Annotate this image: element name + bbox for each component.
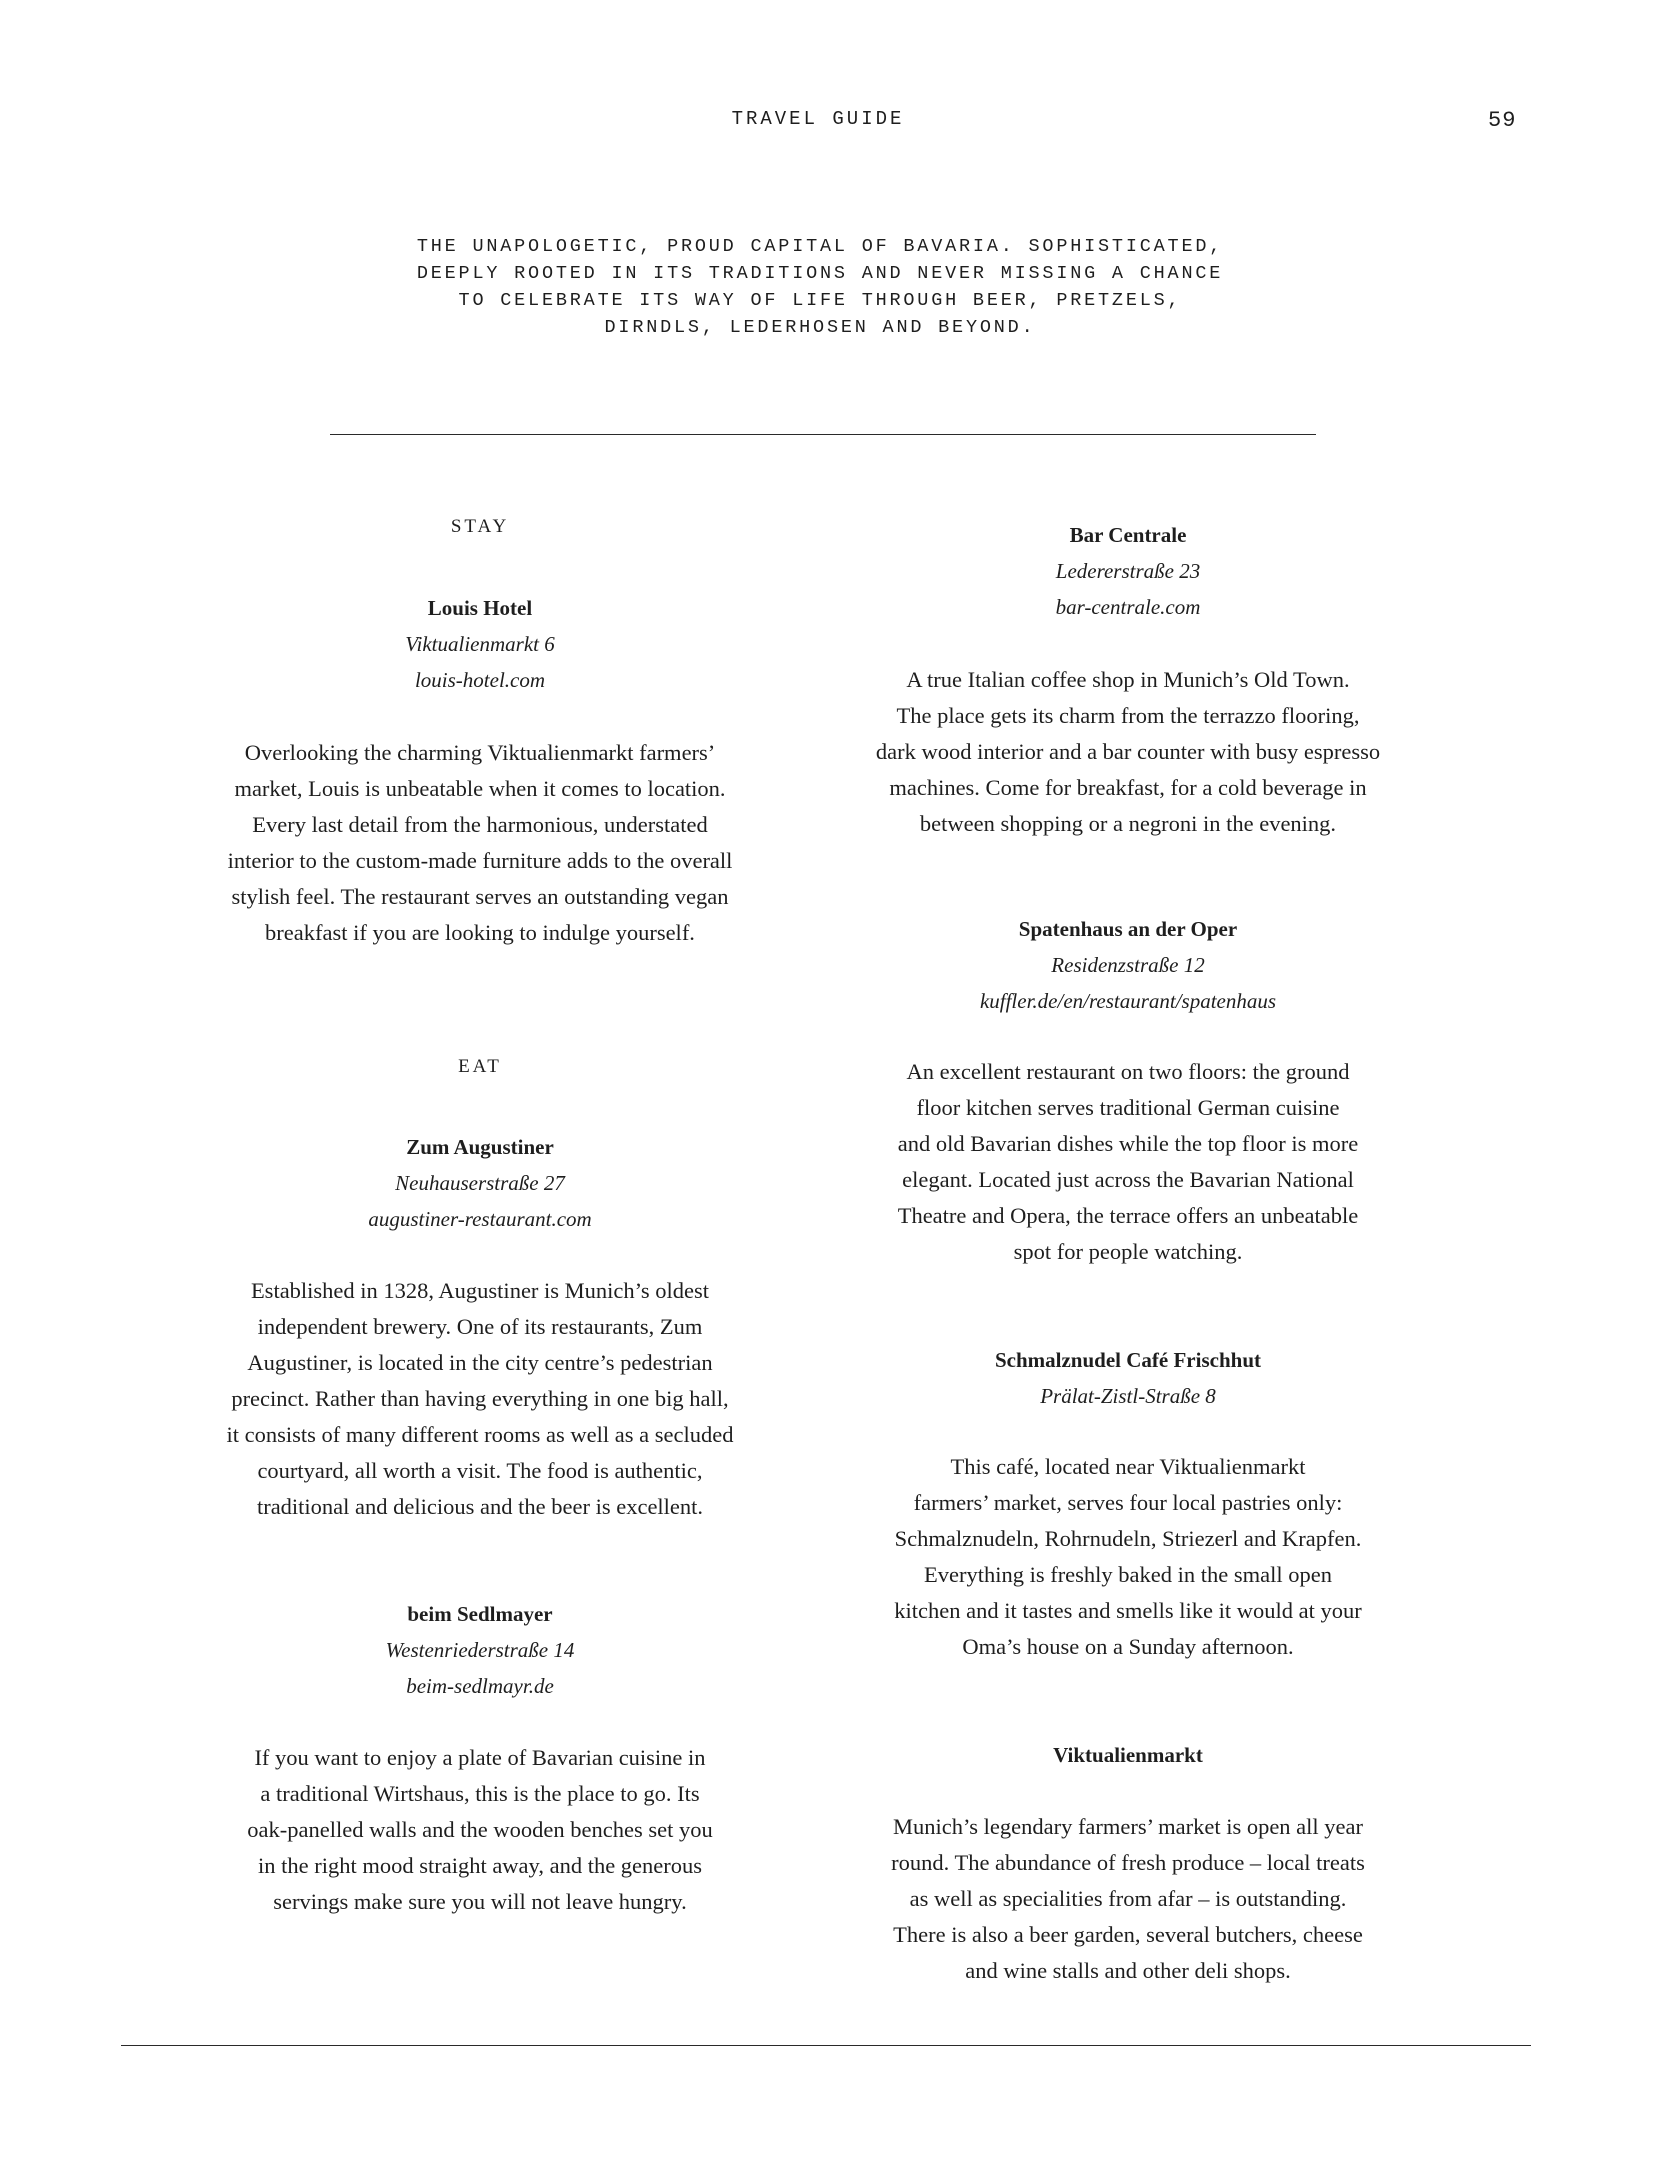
section-heading-eat: EAT bbox=[458, 1056, 502, 1077]
venue-bar-centrale bbox=[828, 517, 1428, 625]
description-line: independent brewery. One of its restaurants, Zum bbox=[257, 1314, 703, 1339]
description-line: The place gets its charm from the terrazzo flooring, bbox=[896, 703, 1360, 728]
description-line: Every last detail from the harmonious, understated bbox=[252, 812, 708, 837]
venue-viktualienmarkt bbox=[828, 1737, 1428, 1773]
description-line: machines. Come for breakfast, for a cold beverage in bbox=[889, 775, 1367, 800]
venue-description bbox=[828, 1054, 1428, 1270]
venue-url: bar-centrale.com bbox=[1055, 595, 1201, 619]
description-line: servings make sure you will not leave hungry. bbox=[273, 1889, 687, 1914]
venue-description bbox=[828, 1809, 1428, 1989]
divider-top bbox=[330, 434, 1316, 435]
venue-description bbox=[180, 1273, 780, 1525]
description-line: a traditional Wirtshaus, this is the place to go. Its bbox=[260, 1781, 700, 1806]
description-line: This café, located near Viktualienmarkt bbox=[950, 1454, 1306, 1479]
page-number: 59 bbox=[1488, 108, 1517, 133]
intro-line: TO CELEBRATE ITS WAY OF LIFE THROUGH BEER, PRETZELS, bbox=[458, 290, 1182, 311]
venue-description bbox=[180, 735, 780, 951]
description-line: A true Italian coffee shop in Munich’s Old Town. bbox=[906, 667, 1350, 692]
venue-name: Viktualienmarkt bbox=[1053, 1743, 1203, 1767]
description-line: elegant. Located just across the Bavarian National bbox=[902, 1167, 1354, 1192]
description-line: spot for people watching. bbox=[1013, 1239, 1243, 1264]
description-line: and old Bavarian dishes while the top floor is more bbox=[897, 1131, 1359, 1156]
description-line: kitchen and it tastes and smells like it would at your bbox=[894, 1598, 1362, 1623]
description-line: it consists of many different rooms as well as a secluded bbox=[226, 1422, 734, 1447]
venue-zum-augustiner bbox=[180, 1129, 780, 1237]
description-line: stylish feel. The restaurant serves an outstanding vegan bbox=[231, 884, 729, 909]
venue-url: augustiner-restaurant.com bbox=[368, 1207, 592, 1231]
venue-address: Residenzstraße 12 bbox=[1051, 953, 1205, 977]
divider-bottom bbox=[121, 2045, 1531, 2046]
venue-louis-hotel bbox=[180, 590, 780, 698]
description-line: as well as specialities from afar – is outstanding. bbox=[909, 1886, 1347, 1911]
description-line: An excellent restaurant on two floors: the ground bbox=[906, 1059, 1350, 1084]
venue-name: Spatenhaus an der Oper bbox=[1018, 917, 1238, 941]
venue-cafe-frischhut bbox=[828, 1342, 1428, 1414]
description-line: Everything is freshly baked in the small open bbox=[923, 1562, 1333, 1587]
section-heading-stay: STAY bbox=[450, 516, 510, 537]
description-line: Munich’s legendary farmers’ market is open all year bbox=[892, 1814, 1364, 1839]
venue-description bbox=[828, 1449, 1428, 1665]
description-line: breakfast if you are looking to indulge yourself. bbox=[265, 920, 695, 945]
description-line: courtyard, all worth a visit. The food is authentic, bbox=[257, 1458, 703, 1483]
description-line: Augustiner, is located in the city centre’s pedestrian bbox=[247, 1350, 713, 1375]
venue-description bbox=[180, 1740, 780, 1920]
venue-name: Bar Centrale bbox=[1069, 523, 1187, 547]
description-line: Oma’s house on a Sunday afternoon. bbox=[962, 1634, 1294, 1659]
description-line: market, Louis is unbeatable when it comes to location. bbox=[234, 776, 726, 801]
description-line: and wine stalls and other deli shops. bbox=[965, 1958, 1291, 1983]
venue-name: beim Sedlmayer bbox=[407, 1602, 553, 1626]
description-line: farmers’ market, serves four local pastries only: bbox=[913, 1490, 1343, 1515]
venue-name: Schmalznudel Café Frischhut bbox=[994, 1348, 1261, 1372]
description-line: traditional and delicious and the beer is excellent. bbox=[256, 1494, 704, 1519]
running-header: TRAVEL GUIDE bbox=[731, 108, 905, 130]
venue-beim-sedlmayer bbox=[180, 1596, 780, 1704]
intro-paragraph bbox=[380, 233, 1260, 341]
venue-spatenhaus bbox=[828, 911, 1428, 1019]
venue-address: Viktualienmarkt 6 bbox=[405, 632, 555, 656]
description-line: between shopping or a negroni in the evening. bbox=[919, 811, 1337, 836]
description-line: If you want to enjoy a plate of Bavarian cuisine in bbox=[254, 1745, 706, 1770]
venue-url: kuffler.de/en/restaurant/spatenhaus bbox=[979, 989, 1277, 1013]
venue-address: Westenriederstraße 14 bbox=[385, 1638, 575, 1662]
description-line: precinct. Rather than having everything in one big hall, bbox=[231, 1386, 729, 1411]
description-line: oak-panelled walls and the wooden benches set you bbox=[247, 1817, 713, 1842]
venue-name: Zum Augustiner bbox=[406, 1135, 554, 1159]
venue-address: Prälat-Zistl-Straße 8 bbox=[1040, 1384, 1216, 1408]
description-line: There is also a beer garden, several butchers, cheese bbox=[893, 1922, 1363, 1947]
venue-address: Neuhauserstraße 27 bbox=[395, 1171, 565, 1195]
description-line: interior to the custom-made furniture adds to the overall bbox=[227, 848, 733, 873]
venue-name: Louis Hotel bbox=[427, 596, 533, 620]
description-line: Established in 1328, Augustiner is Munich’s oldest bbox=[250, 1278, 710, 1303]
description-line: Theatre and Opera, the terrace offers an unbeatable bbox=[897, 1203, 1359, 1228]
description-line: Overlooking the charming Viktualienmarkt farmers’ bbox=[244, 740, 716, 765]
intro-line: THE UNAPOLOGETIC, PROUD CAPITAL OF BAVARIA. SOPHISTICATED, bbox=[416, 236, 1224, 257]
description-line: round. The abundance of fresh produce – local treats bbox=[891, 1850, 1365, 1875]
venue-address: Ledererstraße 23 bbox=[1055, 559, 1201, 583]
venue-description bbox=[828, 662, 1428, 842]
intro-line: DIRNDLS, LEDERHOSEN AND BEYOND. bbox=[604, 317, 1036, 338]
description-line: dark wood interior and a bar counter with busy espresso bbox=[875, 739, 1381, 764]
intro-line: DEEPLY ROOTED IN ITS TRADITIONS AND NEVER MISSING A CHANCE bbox=[416, 263, 1224, 284]
description-line: floor kitchen serves traditional German cuisine bbox=[916, 1095, 1340, 1120]
description-line: Schmalznudeln, Rohrnudeln, Striezerl and Krapfen. bbox=[894, 1526, 1362, 1551]
description-line: in the right mood straight away, and the generous bbox=[257, 1853, 703, 1878]
venue-url: beim-sedlmayr.de bbox=[406, 1674, 554, 1698]
venue-url: louis-hotel.com bbox=[414, 668, 546, 692]
